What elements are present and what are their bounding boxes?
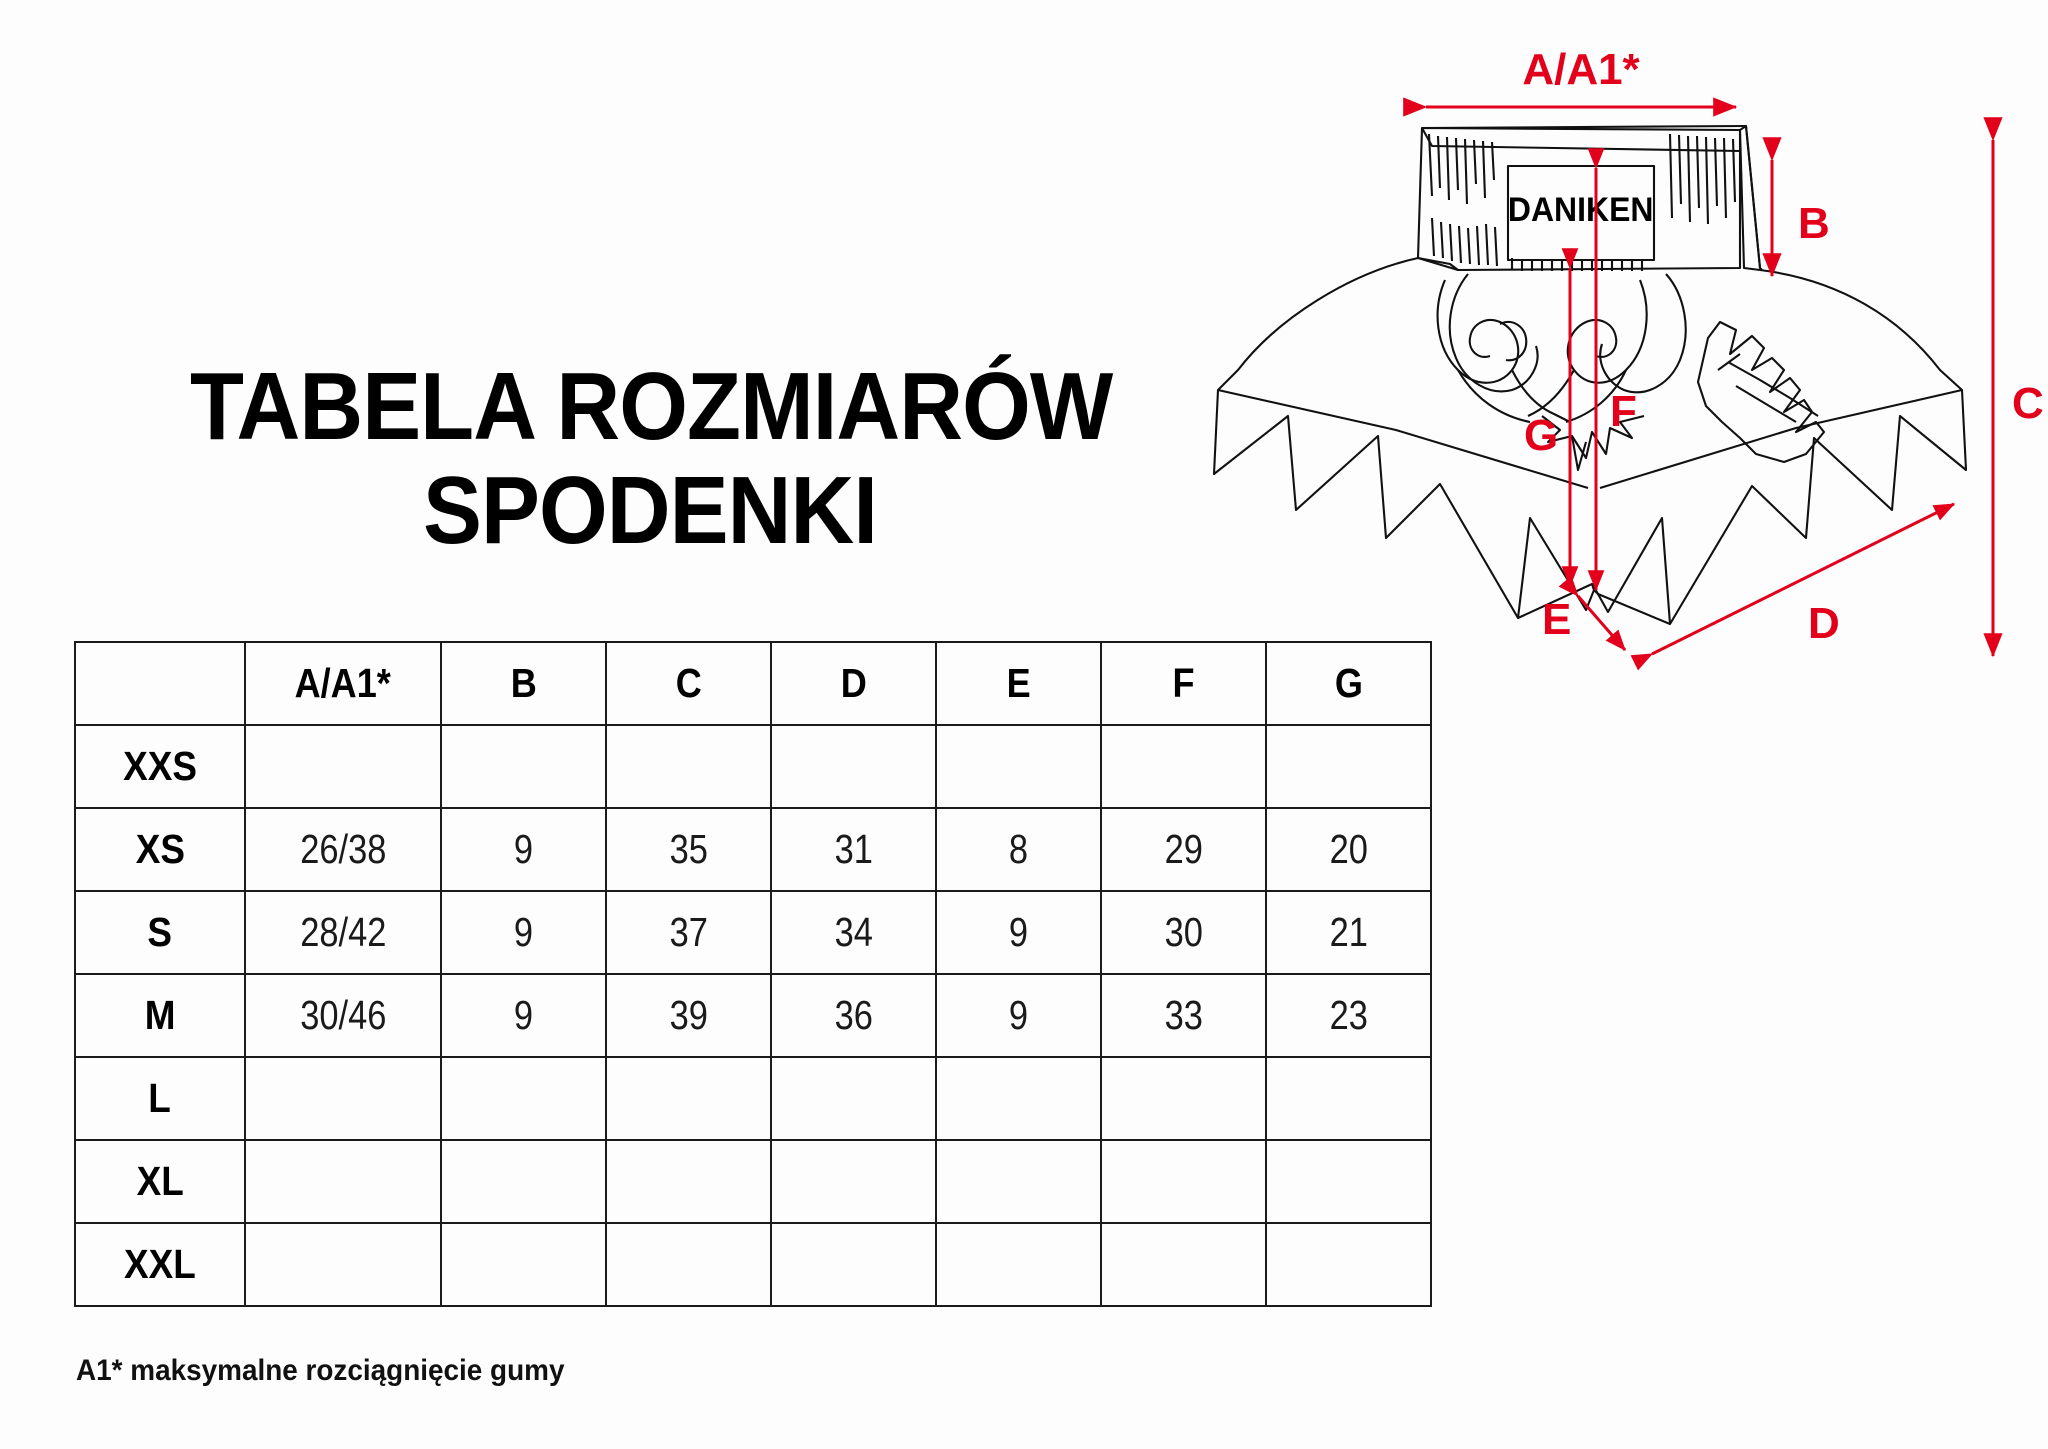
cell-c — [606, 1223, 771, 1306]
cell-text: 9 — [513, 826, 534, 872]
cell-f — [1101, 891, 1266, 974]
cell-f — [1101, 808, 1266, 891]
table-row — [75, 1223, 1431, 1306]
footnote-text: A1* maksymalne rozciągnięcie gumy — [76, 1354, 565, 1387]
size-text: M — [144, 992, 176, 1038]
cell-text: 34 — [834, 909, 873, 955]
measure-label-f: F — [1610, 387, 1637, 436]
measure-label-d: D — [1808, 599, 1840, 648]
cell-f — [1101, 1140, 1266, 1223]
cell-text: 26/38 — [299, 826, 387, 872]
cell-g — [1266, 974, 1431, 1057]
cell-e — [936, 974, 1101, 1057]
cell-f — [1101, 1223, 1266, 1306]
shorts-measurement-diagram — [1200, 18, 2048, 698]
size-text: S — [147, 909, 173, 955]
measure-label-g: G — [1524, 411, 1559, 460]
cell-text: 37 — [669, 909, 708, 955]
row-size-label — [75, 891, 245, 974]
table-row — [75, 1057, 1431, 1140]
header-label-d: D — [840, 660, 867, 706]
header-label-f: F — [1172, 660, 1195, 706]
cell-text: 31 — [834, 826, 873, 872]
header-label-b: B — [510, 660, 537, 706]
cell-a — [245, 891, 441, 974]
size-text: XXL — [124, 1241, 196, 1287]
row-size-label — [75, 725, 245, 808]
cell-a — [245, 974, 441, 1057]
cell-g — [1266, 725, 1431, 808]
cell-text: 29 — [1164, 826, 1203, 872]
cell-g — [1266, 808, 1431, 891]
header-cell-size — [75, 642, 245, 725]
cell-e — [936, 1140, 1101, 1223]
cell-d — [771, 1057, 936, 1140]
cell-f — [1101, 1057, 1266, 1140]
cell-text: 9 — [513, 909, 534, 955]
cell-c — [606, 808, 771, 891]
cell-d — [771, 1223, 936, 1306]
header-cell-e — [936, 642, 1101, 725]
cell-c — [606, 1140, 771, 1223]
cell-g — [1266, 1057, 1431, 1140]
table-row — [75, 974, 1431, 1057]
cell-f — [1101, 974, 1266, 1057]
cell-text: 21 — [1329, 909, 1368, 955]
cell-e — [936, 891, 1101, 974]
cell-b — [441, 974, 606, 1057]
header-cell-f — [1101, 642, 1266, 725]
row-size-label — [75, 1057, 245, 1140]
cell-b — [441, 891, 606, 974]
header-label-g: G — [1334, 660, 1363, 706]
cell-text: 30/46 — [299, 992, 387, 1038]
header-label-e: E — [1006, 660, 1031, 706]
size-text: XXS — [123, 743, 197, 789]
cell-text: 8 — [1008, 826, 1029, 872]
cell-a — [245, 725, 441, 808]
header-cell-a — [245, 642, 441, 725]
measure-label-b: B — [1798, 199, 1830, 248]
cell-c — [606, 974, 771, 1057]
arrow-e — [1578, 596, 1625, 650]
page-title-line-2: SPODENKI — [423, 456, 877, 564]
cell-text: 33 — [1164, 992, 1203, 1038]
table-row — [75, 1140, 1431, 1223]
cell-e — [936, 808, 1101, 891]
cell-text: 30 — [1164, 909, 1203, 955]
header-label-c: C — [675, 660, 702, 706]
cell-d — [771, 808, 936, 891]
cell-text: 20 — [1329, 826, 1368, 872]
page-title — [150, 355, 1150, 562]
header-cell-b — [441, 642, 606, 725]
header-label-a: A/A1* — [294, 660, 392, 706]
cell-text: 28/42 — [299, 909, 387, 955]
cell-text: 9 — [1008, 909, 1029, 955]
cell-a — [245, 808, 441, 891]
cell-e — [936, 1223, 1101, 1306]
cell-b — [441, 1223, 606, 1306]
cell-text: 36 — [834, 992, 873, 1038]
cell-a — [245, 1140, 441, 1223]
table-row — [75, 891, 1431, 974]
size-text: L — [148, 1075, 172, 1121]
cell-d — [771, 725, 936, 808]
header-cell-g — [1266, 642, 1431, 725]
cell-a — [245, 1057, 441, 1140]
row-size-label — [75, 1140, 245, 1223]
brand-label: DANIKEN — [1507, 190, 1654, 229]
row-size-label — [75, 1223, 245, 1306]
cell-text: 9 — [513, 992, 534, 1038]
row-size-label — [75, 974, 245, 1057]
cell-text: 9 — [1008, 992, 1029, 1038]
table-row — [75, 725, 1431, 808]
size-text: XS — [135, 826, 185, 872]
measure-label-c: C — [2012, 379, 2044, 428]
measure-label-a: A/A1* — [1522, 45, 1640, 94]
cell-text: 35 — [669, 826, 708, 872]
cell-a — [245, 1223, 441, 1306]
cell-b — [441, 725, 606, 808]
table-header-row — [75, 642, 1431, 725]
cell-c — [606, 1057, 771, 1140]
cell-c — [606, 891, 771, 974]
header-cell-d — [771, 642, 936, 725]
cell-d — [771, 974, 936, 1057]
cell-d — [771, 891, 936, 974]
cell-text: 39 — [669, 992, 708, 1038]
cell-c — [606, 725, 771, 808]
cell-text: 23 — [1329, 992, 1368, 1038]
cell-g — [1266, 1140, 1431, 1223]
cell-f — [1101, 725, 1266, 808]
row-size-label — [75, 808, 245, 891]
size-text: XL — [136, 1158, 184, 1204]
size-table — [74, 641, 1432, 1307]
cell-e — [936, 1057, 1101, 1140]
cell-b — [441, 1140, 606, 1223]
table-row — [75, 808, 1431, 891]
header-cell-c — [606, 642, 771, 725]
cell-b — [441, 1057, 606, 1140]
cell-b — [441, 808, 606, 891]
cell-g — [1266, 1223, 1431, 1306]
page-title-line-1: TABELA ROZMIARÓW — [190, 353, 1113, 460]
measure-label-e: E — [1542, 595, 1572, 644]
cell-d — [771, 1140, 936, 1223]
cell-e — [936, 725, 1101, 808]
cell-g — [1266, 891, 1431, 974]
